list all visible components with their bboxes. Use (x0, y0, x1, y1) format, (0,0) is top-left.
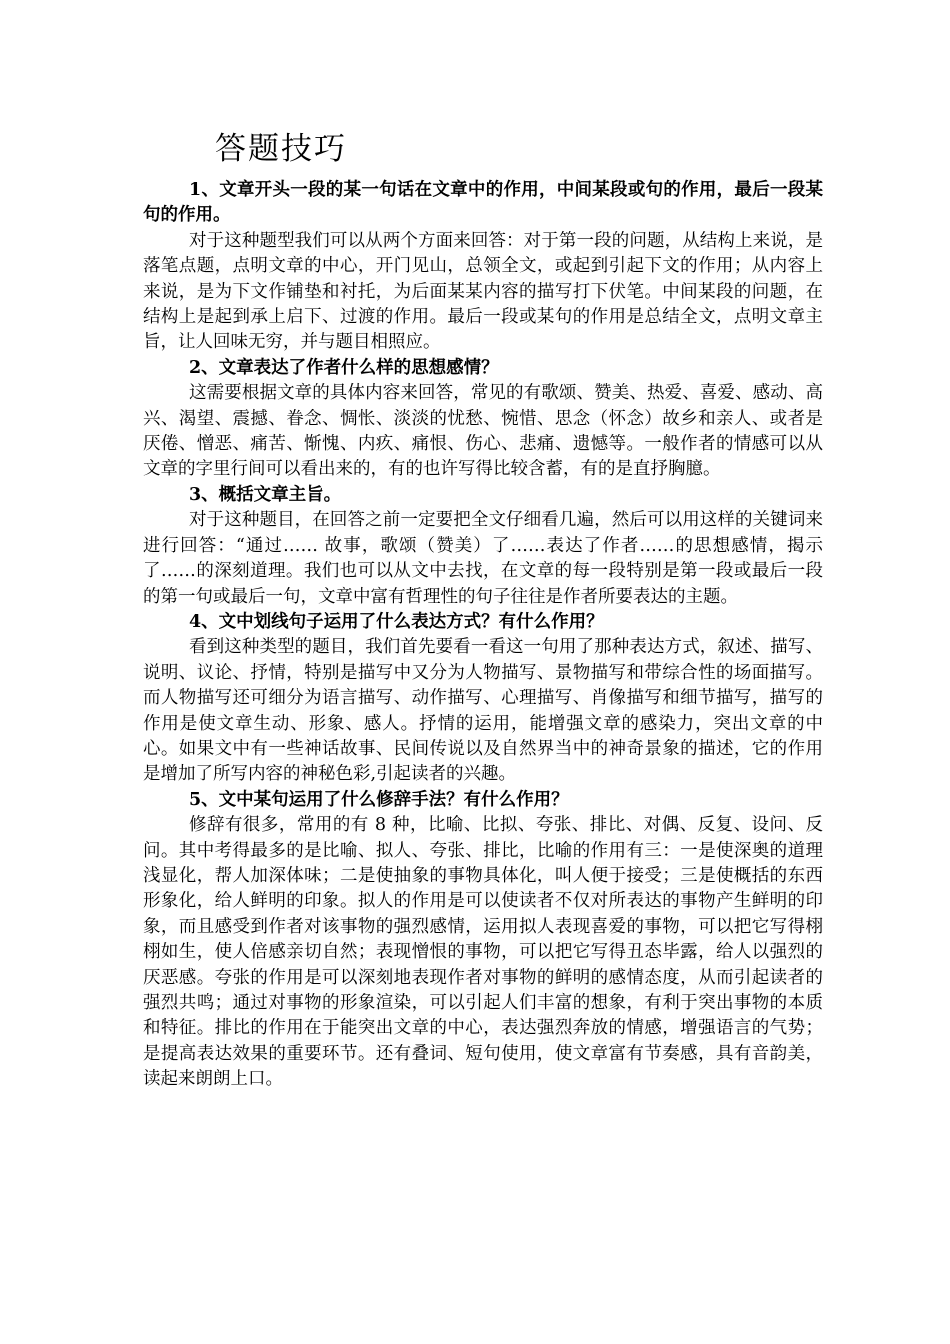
question-1: 1、文章开头一段的某一句话在文章中的作用，中间某段或句的作用，最后一段某句的作用。 (143, 180, 823, 226)
question-2: 2、文章表达了作者什么样的思想感情？ (189, 357, 499, 378)
question-4: 4、文中划线句子运用了什么表达方式？有什么作用？ (189, 611, 604, 632)
document-title: 答题技巧 (215, 131, 347, 167)
question-5: 5、文中某句运用了什么修辞手法？有什么作用？ (189, 789, 569, 810)
document-page (143, 126, 823, 1093)
question-3: 3、概括文章主旨。 (189, 484, 342, 505)
answer-1: 对于这种题型我们可以从两个方面来回答：对于第一段的问题，从结构上来说，是落笔点题，点明文章的中心，开门见山，总领全文，或起到引起下文的作用；从内容上来说，是为下文作铺垫和衬托，为后面某某内容的描写打下伏笔。中间某段的问题，在结构上是起到承上启下、过渡的作用。最后一段或某句的作用是总结全文，点明文章主旨，让人回味无穷，并与题目相照应。 (143, 230, 823, 353)
answer-2: 这需要根据文章的具体内容来回答，常见的有歌颂、赞美、热爱、喜爱、感动、高兴、渴望、震撼、眷念、惆怅、淡淡的忧愁、惋惜、思念（怀念）故乡和亲人、或者是厌倦、憎恶、痛苦、惭愧、内疚、痛恨、伤心、悲痛、遗憾等。一般作者的情感可以从文章的字里行间可以看出来的，有的也许写得比较含蓄，有的是直抒胸臆。 (143, 383, 823, 480)
answer-5: 修辞有很多，常用的有 8 种，比喻、比拟、夸张、排比、对偶、反复、设问、反问。其中考得最多的是比喻、拟人、夸张、排比，比喻的作用有三：一是使深奥的道理浅显化，帮人加深体味；二是使抽象的事物具体化，叫人便于接受；三是使概括的东西形象化，给人鲜明的印象。拟人的作用是可以使读者不仅对所表达的事物产生鲜明的印象，而且感受到作者对该事物的强烈感情，运用拟人表现喜爱的事物，可以把它写得栩栩如生，使人倍感亲切自然；表现憎恨的事物，可以把它写得丑态毕露，给人以强烈的厌恶感。夸张的作用是可以深刻地表现作者对事物的鲜明的感情态度，从而引起读者的强烈共鸣；通过对事物的形象渲染，可以引起人们丰富的想象，有利于突出事物的本质和特征。排比的作用在于能突出文章的中心，表达强烈奔放的情感，增强语言的气势；是提高表达效果的重要环节。还有叠词、短句使用，使文章富有节奏感，具有音韵美，读起来朗朗上口。 (143, 815, 823, 1090)
answer-3: 对于这种题目，在回答之前一定要把全文仔细看几遍，然后可以用这样的关键词来进行回答：“通过…… 故事，歌颂（赞美）了……表达了作者……的思想感情，揭示了……的深刻道理。我们也可以从文中去找，在文章的每一段特别是第一段或最后一段的第一句或最后一句，文章中富有哲理性的句子往往是作者所要表达的主题。 (143, 510, 823, 607)
answer-4: 看到这种类型的题目，我们首先要看一看这一句用了那种表达方式，叙述、描写、说明、议论、抒情，特别是描写中又分为人物描写、景物描写和带综合性的场面描写。而人物描写还可细分为语言描写、动作描写、心理描写、肖像描写和细节描写，描写的作用是使文章生动、形象、感人。抒情的运用，能增强文章的感染力，突出文章的中心。如果文中有一些神话故事、民间传说以及自然界当中的神奇景象的描述，它的作用是增加了所写内容的神秘色彩,引起读者的兴趣。 (143, 637, 823, 785)
